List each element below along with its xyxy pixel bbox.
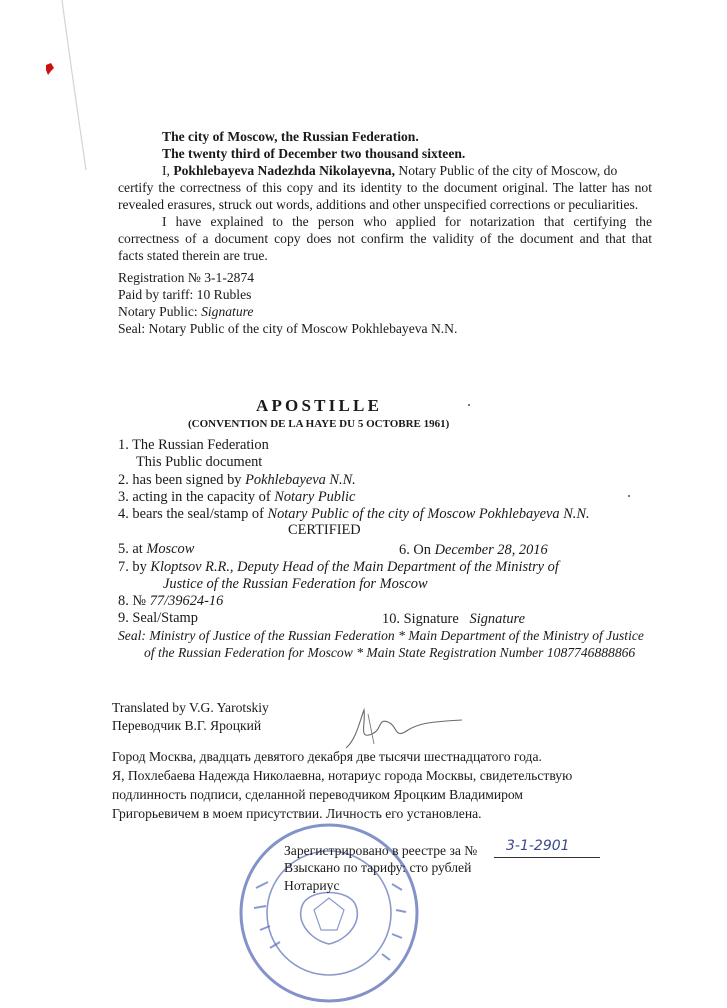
notary-public-signature: Signature (201, 304, 254, 319)
notary-para1-line1 (162, 162, 652, 179)
notary-registration: Registration № 3-1-2874 (118, 270, 255, 285)
page-fold-line (0, 0, 90, 170)
apostille-item-1b: This Public document (136, 454, 263, 470)
apostille-item-3 (118, 488, 355, 506)
notary-para1-prefix: I, (162, 163, 174, 178)
notary-para2-line3: facts stated therein are true. (118, 248, 268, 263)
apostille-title: APOSTILLE (256, 396, 383, 415)
ru-notary: Нотариус (284, 878, 340, 893)
apostille-item-10-label: 10. Signature (382, 611, 459, 627)
notary-para1-rest: Notary Public of the city of Moscow, do (395, 163, 618, 178)
notary-para2-line1: I have explained to the person who applied for notarization that certifying the (162, 214, 652, 229)
apostille-item-7 (118, 558, 559, 576)
apostille-item-5 (118, 540, 194, 558)
notary-public-label: Notary Public: (118, 304, 202, 319)
apostille-item-7-label: 7. by (118, 559, 151, 575)
ru-registry-label: Зарегистрировано в реестре за № (284, 843, 478, 858)
notary-paid: Paid by tariff: 10 Rubles (118, 287, 252, 302)
notary-para2-line2: correctness of a document copy does not confirm the validity of the document and that that (118, 231, 652, 246)
translator-en: Translated by V.G. Yarotskiy (112, 700, 269, 715)
apostille-item-2-value: Pokhlebayeva N.N. (245, 472, 356, 488)
notary-para1-line3: revealed erasures, struck out words, additions and other unspecified corrections or peculiarities. (118, 197, 639, 212)
translator-ru: Переводчик В.Г. Яроцкий (112, 718, 262, 733)
notary-para1-line2: certify the correctness of this copy and its identity to the document original. The latter has not (118, 180, 652, 195)
notary-seal-line: Seal: Notary Public of the city of Moscow Pokhlebayeva N.N. (118, 321, 458, 336)
ru-cert-line4: Григорьевичем в моем присутствии. Личность его установлена. (112, 806, 482, 821)
ru-tariff: Взыскано по тарифу: сто рублей (284, 860, 472, 875)
apostille-item-7-value-line2: Justice of the Russian Federation for Moscow (163, 576, 428, 592)
apostille-item-8-label: 8. № (118, 593, 150, 609)
apostille-item-2-label: 2. has been signed by (118, 472, 246, 488)
apostille-item-3-value: Notary Public (274, 489, 356, 505)
apostille-certified: CERTIFIED (288, 522, 361, 538)
ru-cert-line1: Город Москва, двадцать девятого декабря две тысячи шестнадцатого года. (112, 749, 542, 764)
apostille-item-8-value: 77/39624-16 (149, 593, 224, 609)
apostille-item-1: 1. The Russian Federation (118, 437, 269, 453)
apostille-item-7-value-line1: Kloptsov R.R., Deputy Head of the Main Department of the Ministry of (150, 559, 559, 575)
scan-speck (468, 404, 470, 406)
apostille-item-5-label: 5. at (118, 541, 147, 557)
apostille-item-4-value: Notary Public of the city of Moscow Pokhlebayeva N.N. (267, 506, 590, 522)
ru-cert-line3: подлинность подписи, сделанной переводчиком Яроцким Владимиром (112, 787, 524, 802)
apostille-item-10-value: Signature (469, 611, 525, 627)
notary-city-line: The city of Moscow, the Russian Federation. (162, 129, 419, 144)
apostille-item-5-value: Moscow (146, 541, 195, 557)
apostille-seal-line2: of the Russian Federation for Moscow * Main State Registration Number 1087746888866 (144, 645, 636, 660)
notary-public-line (118, 303, 253, 320)
apostille-item-2 (118, 471, 356, 489)
apostille-item-10 (382, 610, 525, 628)
registry-underline (494, 857, 600, 858)
apostille-seal-line1: Seal: Ministry of Justice of the Russian Federation * Main Department of the Ministry of Justice (118, 628, 644, 643)
scan-speck (628, 495, 630, 497)
apostille-item-9: 9. Seal/Stamp (118, 610, 198, 626)
notary-name: Pokhlebayeva Nadezhda Nikolayevna, (173, 163, 396, 178)
ru-registry-number: 3-1-2901 (506, 838, 570, 854)
apostille-item-8 (118, 592, 223, 610)
ru-cert-line2: Я, Похлебаева Надежда Николаевна, нотариус города Москвы, свидетельствую (112, 768, 573, 783)
apostille-item-6 (399, 541, 548, 559)
apostille-item-6-label: 6. On (399, 542, 435, 558)
apostille-subtitle: (CONVENTION DE LA HAYE DU 5 OCTOBRE 1961) (188, 418, 450, 430)
notary-date-line: The twenty third of December two thousand sixteen. (162, 146, 466, 161)
apostille-item-6-value: December 28, 2016 (434, 542, 548, 558)
apostille-item-3-label: 3. acting in the capacity of (118, 489, 275, 505)
red-wax-mark (44, 62, 56, 76)
apostille-item-4-label: 4. bears the seal/stamp of (118, 506, 268, 522)
